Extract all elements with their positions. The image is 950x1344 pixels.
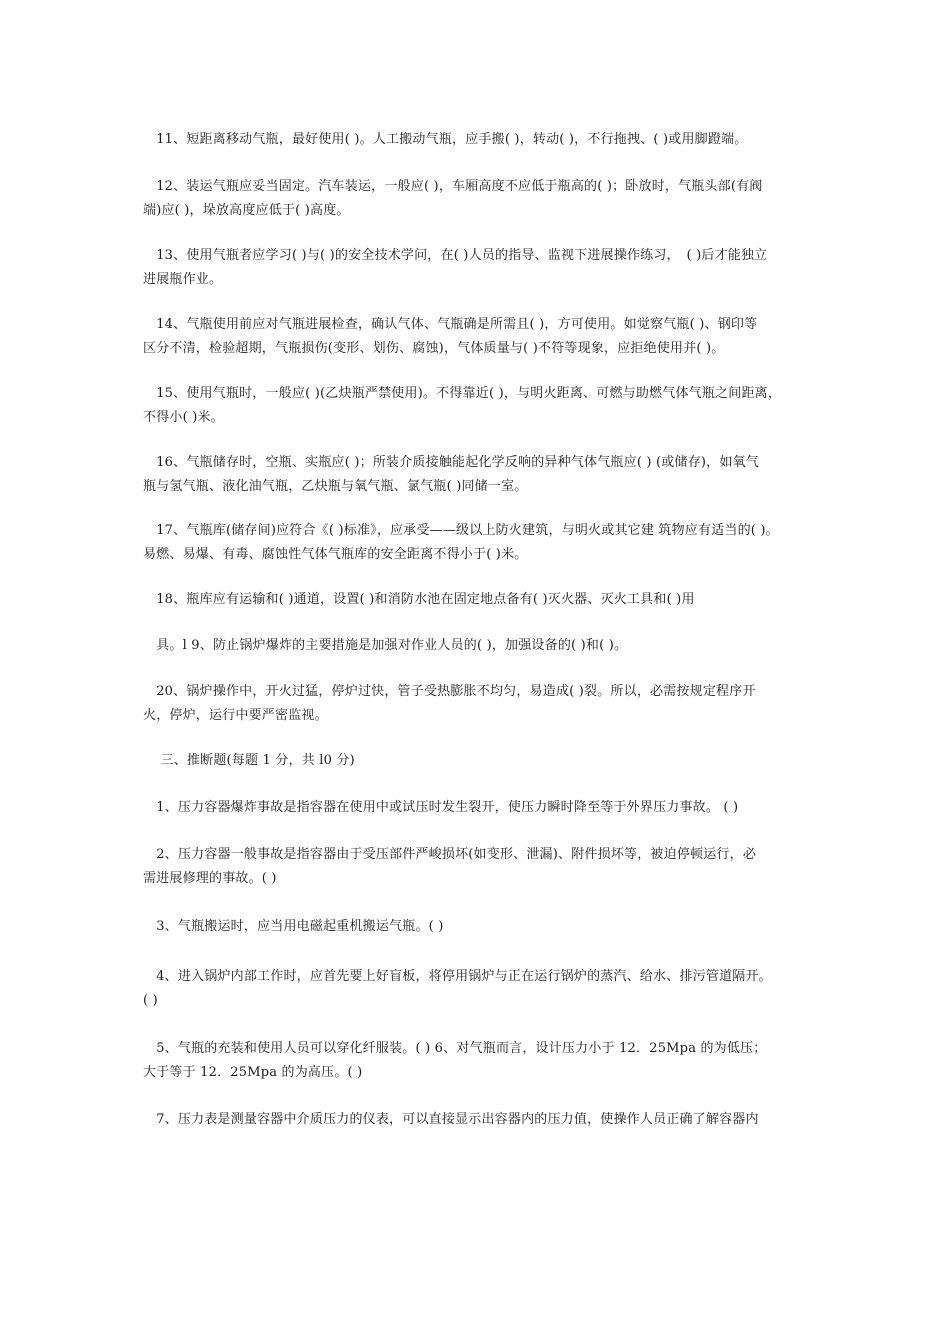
paragraph-line: 13、使用气瓶者应学习( )与( )的安全技术学问，在( )人员的指导、监视下进展操作练习， ( )后才能独立 xyxy=(143,248,768,263)
paragraph-q15 xyxy=(143,382,808,430)
paragraph-line: 11、短距离移动气瓶，最好使用( )。人工搬动气瓶，应手搬( )，转动( )，不行拖拽、( )或用脚蹬端。 xyxy=(143,132,748,147)
paragraph-line: 2、压力容器一般事故是指容器由于受压部件严峻损坏(如变形、泄漏)、附件损坏等，被迫停顿运行，必 xyxy=(143,847,757,862)
paragraph-q16 xyxy=(143,451,808,499)
paragraph-line: 瓶与氢气瓶、液化油气瓶，乙炔瓶与氧气瓶、氯气瓶( )同储一室。 xyxy=(143,479,528,494)
paragraph-q17 xyxy=(143,519,808,567)
paragraph-q14 xyxy=(143,313,808,361)
paragraph-j1 xyxy=(143,796,808,820)
paragraph-line: 5、气瓶的充装和使用人员可以穿化纤服装。( ) 6、对气瓶而言，设计压力小于 12．25Mpa 的为低压； xyxy=(143,1041,767,1056)
paragraph-j3 xyxy=(143,915,808,939)
paragraph-j7 xyxy=(143,1108,808,1132)
paragraph-line: 不得小( )米。 xyxy=(143,410,224,425)
paragraph-line: 火，停炉，运行中要严密监视。 xyxy=(143,708,328,723)
section-heading-judgment xyxy=(143,749,808,773)
paragraph-line: 具。l 9、防止锅炉爆炸的主要措施是加强对作业人员的( )，加强设备的( )和( )。 xyxy=(143,638,628,653)
paragraph-line: 易燃、易爆、有毒、腐蚀性气体气瓶库的安全距离不得小于( )米。 xyxy=(143,547,528,562)
paragraph-line: 7、压力表是测量容器中介质压力的仪表，可以直接显示出容器内的压力值，使操作人员正确了解容器内 xyxy=(143,1112,759,1127)
paragraph-line: 18、瓶库应有运输和( )通道，设置( )和消防水池在固定地点备有( )灭火器、灭火工具和( )用 xyxy=(143,592,695,607)
paragraph-line: ( ) xyxy=(143,993,158,1008)
paragraph-q18 xyxy=(143,588,808,612)
paragraph-j5-j6 xyxy=(143,1037,808,1085)
paragraph-line: 15、使用气瓶时，一般应( )(乙炔瓶严禁使用)。不得靠近( )，与明火距离、可燃与助燃气体气瓶之间距离， xyxy=(143,386,782,401)
paragraph-j2 xyxy=(143,843,808,891)
paragraph-line: 4、进入锅炉内部工作时，应首先要上好盲板，将停用锅炉与正在运行锅炉的蒸汽、给水、排污管道隔开。 xyxy=(143,969,772,984)
paragraph-line: 大于等于 12．25Mpa 的为高压。( ) xyxy=(143,1065,363,1080)
paragraph-j4 xyxy=(143,965,808,1013)
paragraph-line: 14、气瓶使用前应对气瓶进展检查，确认气体、气瓶确是所需且( )，方可使用。如觉察气瓶( )、钢印等 xyxy=(143,317,758,332)
paragraph-q20 xyxy=(143,680,808,728)
paragraph-line: 需进展修理的事故。( ) xyxy=(143,871,277,886)
paragraph-line: 区分不清，检验超期，气瓶损伤(变形、划伤、腐蚀)，气体质量与( )不符等现象，应拒绝使用并( )。 xyxy=(143,341,725,356)
paragraph-line: 16、气瓶储存时，空瓶、实瓶应( )；所装介质接触能起化学反响的异种气体气瓶应( ) (或储存)，如氧气 xyxy=(143,455,759,470)
paragraph-line: 端)应( )，垛放高度应低于( )高度。 xyxy=(143,203,350,218)
paragraph-q19 xyxy=(143,634,808,658)
paragraph-line: 17、气瓶库(储存间)应符合《( )标准》，应承受——级以上防火建筑，与明火或其它建 筑物应有适当的( )。 xyxy=(143,523,779,538)
paragraph-line: 20、锅炉操作中，开火过猛，停炉过快，管子受热膨胀不均匀，易造成( )裂。所以，必需按规定程序开 xyxy=(143,684,756,699)
paragraph-line: 3、气瓶搬运时，应当用电磁起重机搬运气瓶。( ) xyxy=(143,919,444,934)
paragraph-line: 12、装运气瓶应妥当固定。汽车装运，一般应( )，车厢高度不应低于瓶高的( )；卧放时，气瓶头部(有阀 xyxy=(143,179,763,194)
paragraph-q13 xyxy=(143,244,808,292)
paragraph-line: 三、推断题(每题 1 分，共 l0 分) xyxy=(143,753,355,768)
paragraph-line: 1、压力容器爆炸事故是指容器在使用中或试压时发生裂开，使压力瞬时降至等于外界压力事故。 ( ) xyxy=(143,800,739,815)
paragraph-q12 xyxy=(143,175,808,223)
paragraph-q11 xyxy=(143,128,808,152)
paragraph-line: 进展瓶作业。 xyxy=(143,272,223,287)
